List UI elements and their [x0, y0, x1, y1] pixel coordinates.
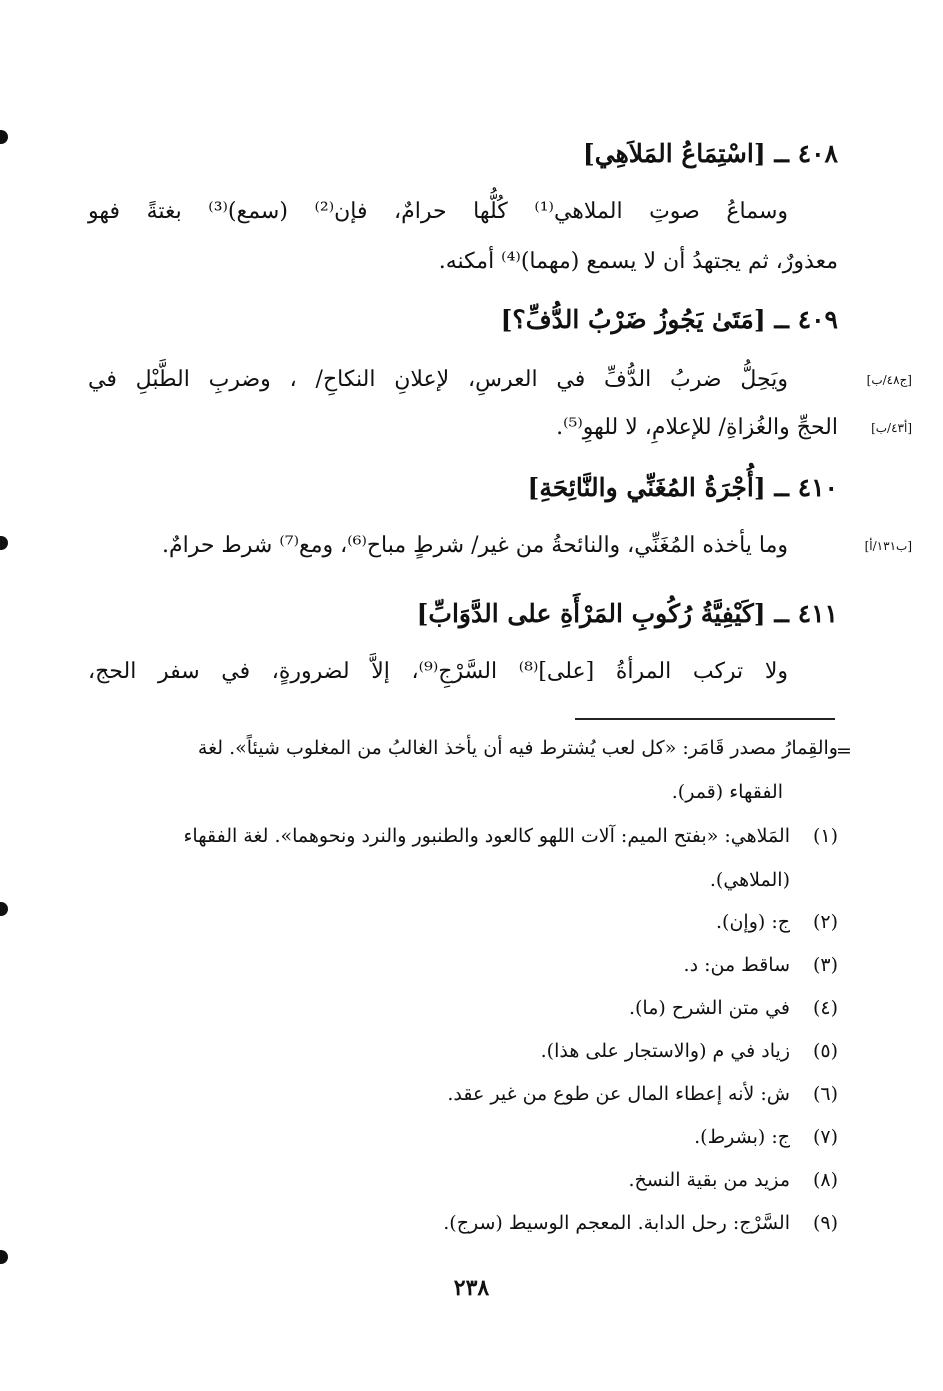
footnote-6 [88, 1076, 838, 1112]
footnote-number: (٢) [812, 911, 838, 933]
footnote-number: (٥) [812, 1040, 838, 1062]
footnote-continuation-line: الفقهاء (قمر). [671, 781, 783, 803]
footnote-text: ج: (وإن). [716, 911, 790, 933]
footnote-number: (٨) [812, 1169, 838, 1191]
footnote-1-cont: (الملاهي). [709, 869, 790, 891]
footnote-text: ج: (بشرط). [694, 1126, 790, 1148]
footnote-separator [575, 718, 835, 720]
margin-reference: [ج٤٨/ب] [866, 373, 912, 387]
margin-reference: [ب١٣١/أ] [864, 539, 912, 553]
footnote-4 [88, 990, 838, 1026]
footnote-8 [88, 1162, 838, 1198]
footnote-number: (١) [812, 825, 838, 847]
footnote-5 [88, 1033, 838, 1069]
footnote-9 [88, 1205, 838, 1241]
footnote-number: (٣) [812, 954, 838, 976]
scan-mark [0, 1250, 8, 1264]
scan-mark [0, 130, 8, 144]
footnote-text: المَلاهي: «بفتح الميم: آلات اللهو كالعود والطنبور والنرد ونحوهما». لغة الفقهاء [183, 825, 790, 847]
footnote-text: في متن الشرح (ما). [628, 997, 790, 1019]
body-line: معذورٌ، ثم يجتهدُ أن لا يسمع (مهما)⁽⁴⁾ أمكنه. [438, 249, 838, 274]
footnote-text: زياد في م (والاستجار على هذا). [540, 1040, 790, 1062]
footnote-7 [88, 1119, 838, 1155]
section-heading-408: ٤٠٨ ــ [اسْتِمَاعُ المَلاَهِي] [582, 139, 838, 168]
section-heading-410: ٤١٠ ــ [أُجْرَةُ المُغَنِّي والنَّائِحَةِ] [527, 473, 838, 502]
page-number: ٢٣٨ [453, 1275, 490, 1301]
margin-reference: [أ٤٣/ب] [871, 421, 912, 435]
body-line: وسماعُ صوتِ الملاهي⁽¹⁾ كُلُّها حرامٌ، فإن⁽²⁾ (سمع)⁽³⁾ بغتةً فهو [88, 199, 788, 224]
footnote-text: السَّرْج: رحل الدابة. المعجم الوسيط (سرج). [443, 1212, 790, 1234]
scan-mark [0, 902, 8, 916]
body-line: ويَحِلُّ ضربُ الدُّفِّ في العرسِ، لإعلانِ النكاحِ/ ، وضربِ الطَّبْلِ في [88, 367, 788, 392]
footnote-1 [88, 818, 838, 854]
footnote-text: ساقط من: د. [683, 954, 790, 976]
footnote-text: مزيد من بقية النسخ. [628, 1169, 790, 1191]
body-line: الحجِّ والغُزاةِ/ للإعلامِ، لا للهوِ⁽⁵⁾. [556, 415, 838, 440]
footnote-number: (٩) [812, 1212, 838, 1234]
footnote-continuation-line: والقِمارُ مصدر قَامَر: «كل لعب يُشترط فيه أن يأخذ الغالبُ من المغلوب شيئاً». لغة [197, 737, 838, 759]
footnote-2 [88, 904, 838, 940]
body-line: وما يأخذه المُغَنِّي، والنائحةُ من غير/ شرطٍ مباح⁽⁶⁾، ومع⁽⁷⁾ شرط حرامٌ. [161, 533, 788, 558]
footnote-number: (٤) [812, 997, 838, 1019]
section-heading-411: ٤١١ ــ [كَيْفِيَّةُ رُكُوبِ المَرْأَةِ على الدَّوَابِّ] [416, 599, 838, 628]
footnote-text: ش: لأنه إعطاء المال عن طوع من غير عقد. [447, 1083, 790, 1105]
scan-mark [0, 536, 8, 550]
continuation-mark: = [836, 740, 852, 762]
footnote-number: (٦) [812, 1083, 838, 1105]
footnote-number: (٧) [812, 1126, 838, 1148]
footnote-3 [88, 947, 838, 983]
section-heading-409: ٤٠٩ ــ [مَتَىٰ يَجُوزُ ضَرْبُ الدُّفِّ؟] [500, 305, 838, 334]
body-line: ولا تركب المرأةُ [على]⁽⁸⁾ السَّرْجِ⁽⁹⁾، إلاَّ لضرورةٍ، في سفر الحج، [88, 659, 788, 684]
